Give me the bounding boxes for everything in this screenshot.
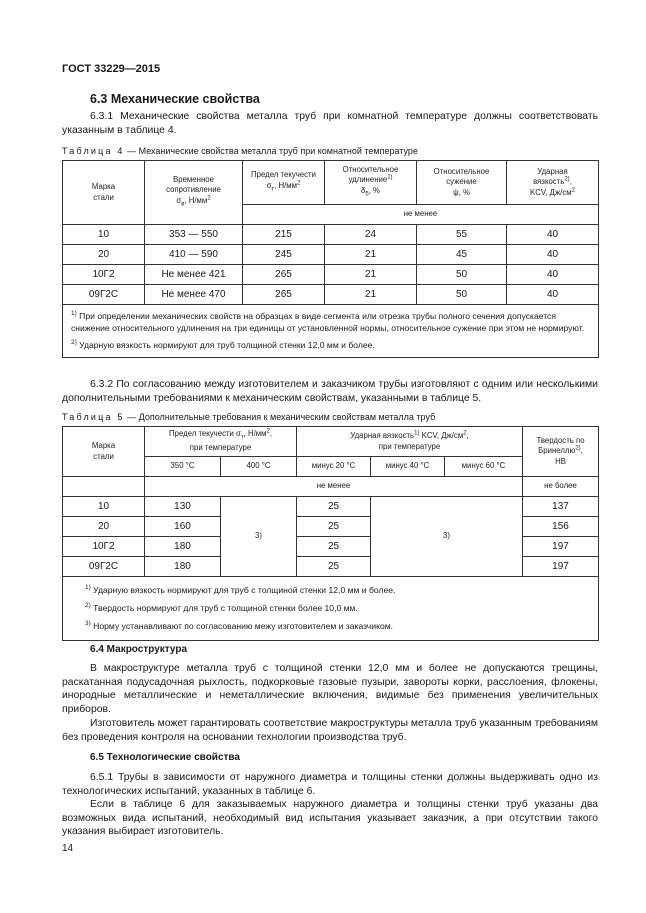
t4-cell-narrowing: 55 [417,225,507,245]
t5-header-grade: Марка стали [63,427,145,477]
t4-header-elongation: Относительное удлинение$^{1)}$ $\delta_5$, % [325,161,417,205]
page-number: 14 [62,843,74,854]
table-4-caption [62,146,418,156]
t5-cell-hardness: 137 [523,497,599,517]
table-5-caption [62,412,435,422]
t4-cell-grade: 10Г2 [63,265,145,285]
t4-header-narrowing: Относительное сужение ψ, % [417,161,507,205]
t5-footnote-2: $^{2)}$ Твердость нормируют для труб с толщиной стенки более 10,0 мм. [85,601,358,613]
section-6-5-title: 6.5 Технологические свойства [90,752,240,763]
t5-cell-grade: 09Г2С [63,557,145,577]
table-5-title: — Дополнительные требования к механическим свойствам металла труб [127,412,436,422]
t4-cell-impact: 40 [507,265,599,285]
t4-notes [63,305,599,358]
table-4-label: Таблица 4 [62,146,125,156]
table-4-title: — Механические свойства металла труб при комнатной температуре [127,146,418,156]
t4-cell-grade: 20 [63,245,145,265]
t5-cell-impact-20: 25 [297,497,371,517]
section-6-3-title: 6.3 Механические свойства [90,92,260,106]
t5-footnote-3: $^{3)}$ Норму устанавливают по согласованию межу изготовителем и заказчиком. [85,619,394,631]
t4-footnote-1: $^{1)}$ При определении механических свойств на образцах в виде сегмента или отрезка трубы полного сечения допускается снижение относительного удлинения на три единицы от установленной нормы, относительное сужение при этом не нормируют. [71,310,585,334]
t5-header-minus-60: минус 60 °С [445,457,523,477]
standard-number: ГОСТ 33229—2015 [62,63,161,75]
paragraph-6-3-2: 6.3.2 По согласованию между изготовителем и заказчиком трубы изготовляют с одним или несколькими дополнительными требованиями к механическим свойствам, указанными в таблице 5. [62,379,598,404]
t4-cell-yield: 265 [243,265,325,285]
t5-header-400: 400 °С [221,457,297,477]
section-6-4-title: 6.4 Макроструктура [90,644,188,655]
t5-notes [63,577,599,641]
paragraph-6-5-2: Если в таблице 6 для заказываемых наружного диаметра и толщины стенки труб указаны два возможных вида испытаний, необходимый вид испытания указывает заказчик, а при отсутствии такого указания выбирает изготовитель. [62,799,598,838]
table-row [63,265,599,285]
paragraph-6-5-1: 6.5.1 Трубы в зависимости от наружного диаметра и толщины стенки должны выдерживать одно из технологических испытаний, указанных в таблице 6. [62,772,598,797]
t5-footnote-1: $^{1)}$ Ударную вязкость нормируют для труб с толщиной стенки 12,0 мм и более. [85,584,396,595]
t5-header-minus-20: минус 20 °С [297,457,371,477]
t4-cell-narrowing: 45 [417,245,507,265]
table-row [63,285,599,305]
t4-cell-elongation: 21 [325,265,417,285]
t4-footnote-2: $^{2)}$ Ударную вязкость нормируют для труб толщиной стенки 12,0 мм и более. [71,338,375,350]
t5-header-hardness: Твердость по Бринеллю$^{2)}$, НВ [523,427,599,477]
t5-cell-hardness: 197 [523,557,599,577]
t5-cell-yield-350: 130 [145,497,221,517]
t4-cell-yield: 245 [243,245,325,265]
t4-cell-elongation: 21 [325,245,417,265]
t5-cell-hardness: 156 [523,517,599,537]
paragraph-6-4-1: В макроструктуре металла труб с толщиной стенки 12,0 мм и более не допускаются трещины, раскатанная подусадочная рыхлость, подкорковые газовые пузыри, завороты корки, расслоения, флокены, инородные металлические и неметаллические включения, видимые без применения увеличительных приборов. [62,663,598,715]
t5-cell-yield-350: 180 [145,537,221,557]
t4-header-tensile: Временное сопротивление $\sigma_в$, $Н/мм^2$ [145,161,243,225]
table-5 [62,426,599,641]
t5-header-350: 350 °С [145,457,221,477]
t5-cell-yield-400-note: 3) [221,497,297,577]
t5-cell-impact-20: 25 [297,537,371,557]
table-4 [62,160,599,358]
t5-header-yield: Предел текучести $\sigma_т$, $Н/мм^2$, при температуре [145,427,297,457]
t4-header-impact: Ударная вязкость$^{2)}$, KCV, $Дж/см^2$ [507,161,599,205]
t4-cell-yield: 265 [243,285,325,305]
t4-cell-narrowing: 50 [417,285,507,305]
t5-header-blank [63,477,145,497]
t4-cell-tensile: 410 — 590 [145,245,243,265]
t5-cell-hardness: 197 [523,537,599,557]
t5-header-impact: Ударная вязкость$^{1)}$ KCV, $Дж/см^2$, при температуре [297,427,523,457]
t4-cell-impact: 40 [507,245,599,265]
paragraph-6-4-2: Изготовитель может гарантировать соответствие макроструктуры металла труб указанным требованиям без проведения контроля на основании технологии производства труб. [62,718,598,743]
t4-cell-tensile: 353 — 550 [145,225,243,245]
table-row [63,245,599,265]
table-5-label: Таблица 5 [62,412,125,422]
t4-cell-grade: 09Г2С [63,285,145,305]
t5-cell-grade: 10 [63,497,145,517]
t5-header-not-more: не более [523,477,599,497]
t4-cell-elongation: 24 [325,225,417,245]
t5-cell-impact-20: 25 [297,557,371,577]
t5-cell-yield-350: 180 [145,557,221,577]
table-row [63,497,599,517]
t4-header-yield: Предел текучести $\sigma_т$, $Н/мм^2$ [243,161,325,205]
t5-cell-impact-40-60-note: 3) [371,497,523,577]
t4-cell-grade: 10 [63,225,145,245]
t4-cell-tensile: Не менее 421 [145,265,243,285]
t4-header-grade: Марка стали [63,161,145,225]
paragraph-6-3-1: 6.3.1 Механические свойства металла труб при комнатной температуре должны соответствовать указанным в таблице 4. [62,111,598,136]
t4-cell-yield: 215 [243,225,325,245]
t4-cell-tensile: Не менее 470 [145,285,243,305]
t4-cell-narrowing: 50 [417,265,507,285]
t4-cell-impact: 40 [507,285,599,305]
t4-header-not-less: не менее [243,205,599,225]
t4-cell-impact: 40 [507,225,599,245]
t5-cell-yield-350: 160 [145,517,221,537]
t5-cell-grade: 10Г2 [63,537,145,557]
table-row [63,225,599,245]
t4-cell-elongation: 21 [325,285,417,305]
t5-cell-grade: 20 [63,517,145,537]
t5-cell-impact-20: 25 [297,517,371,537]
t5-header-not-less: не менее [145,477,523,497]
t5-header-minus-40: минус 40 °С [371,457,445,477]
